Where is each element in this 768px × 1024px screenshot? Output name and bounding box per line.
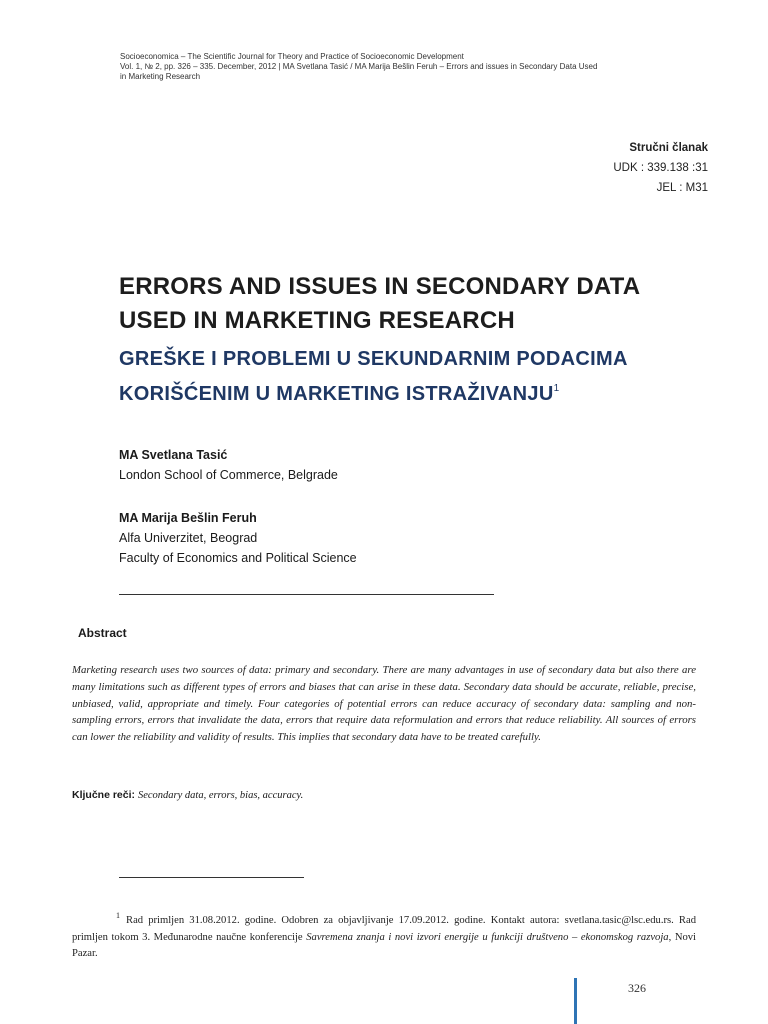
title-serbian-line-2 <box>119 374 739 409</box>
footnote-text-1: Rad primljen 31.08.2012. godine. Odobren za objavljivanje 17.09.2012. godine. Kontakt autora: svetlana.tasic@lsc.edu.rs. Rad primljen tokom 3. Međunarodne naučne konferencije <box>72 915 696 943</box>
title-english-line-1: ERRORS AND ISSUES IN SECONDARY DATA <box>119 273 641 300</box>
title-serbian <box>119 344 739 409</box>
author-2-name: MA Marija Bešlin Feruh <box>119 511 257 525</box>
author-1 <box>119 445 338 485</box>
page-number-bar <box>574 978 577 1024</box>
journal-header <box>120 52 660 82</box>
author-1-affiliation: London School of Commerce, Belgrade <box>119 468 338 482</box>
author-2-affiliation-2: Faculty of Economics and Political Science <box>119 551 357 565</box>
jel-code: JEL : M31 <box>656 182 708 194</box>
footnote-conference-name: Savremena znanja i novi izvori energije u funkciji društveno – ekonomskog razvoja <box>306 931 669 943</box>
article-meta <box>613 138 708 198</box>
footnote-mark: 1 <box>116 911 120 920</box>
journal-header-line-2: Vol. 1, № 2, pp. 326 – 335. December, 2012 | MA Svetlana Tasić / MA Marija Bešlin Feruh – Errors and issues in Secondary Data Used <box>120 62 598 71</box>
page-number: 326 <box>628 981 646 995</box>
journal-header-line-1: Socioeconomica – The Scientific Journal for Theory and Practice of Socioeconomic Development <box>120 52 464 61</box>
title-english <box>119 270 719 338</box>
abstract-text: Marketing research uses two sources of data: primary and secondary. There are many advantages in use of secondary data but also there are many limitations such as different types of errors and biases that can arise in these data. Secondary data should be accurate, reliable, precise, unbiased, valid, appropriate and timely. Four categories of potential errors can reduce accuracy of secondary data: sampling and non-sampling errors, errors that invalidate the data, errors that require data reformulation and errors that reduce reliability. All sources of errors can lower the reliability and validity of results. This implies that secondary data have to be treated carefully. <box>72 664 696 744</box>
footnote <box>72 908 696 963</box>
footnote-divider <box>119 877 304 878</box>
journal-header-line-3: in Marketing Research <box>120 72 201 81</box>
title-english-line-2: USED IN MARKETING RESEARCH <box>119 307 515 334</box>
section-divider <box>119 594 494 595</box>
abstract-heading: Abstract <box>78 626 127 640</box>
author-2-affiliation-1: Alfa Univerzitet, Beograd <box>119 531 258 545</box>
author-1-name: MA Svetlana Tasić <box>119 448 228 462</box>
article-type: Stručni članak <box>629 142 708 154</box>
keywords-label: Ključne reči: <box>72 789 136 801</box>
title-serbian-line-1: GREŠKE I PROBLEMI U SEKUNDARNIM PODACIMA <box>119 348 628 370</box>
keywords-text: Secondary data, errors, bias, accuracy. <box>137 790 304 801</box>
title-serbian-line-2-text: KORIŠĆENIM U MARKETING ISTRAŽIVANJU <box>119 383 554 405</box>
author-2 <box>119 508 357 568</box>
keywords <box>72 789 303 801</box>
footnote-text-2: , Novi Pazar. <box>72 931 697 959</box>
udk-code: UDK : 339.138 :31 <box>613 162 708 174</box>
title-footnote-mark[interactable]: 1 <box>553 383 560 394</box>
